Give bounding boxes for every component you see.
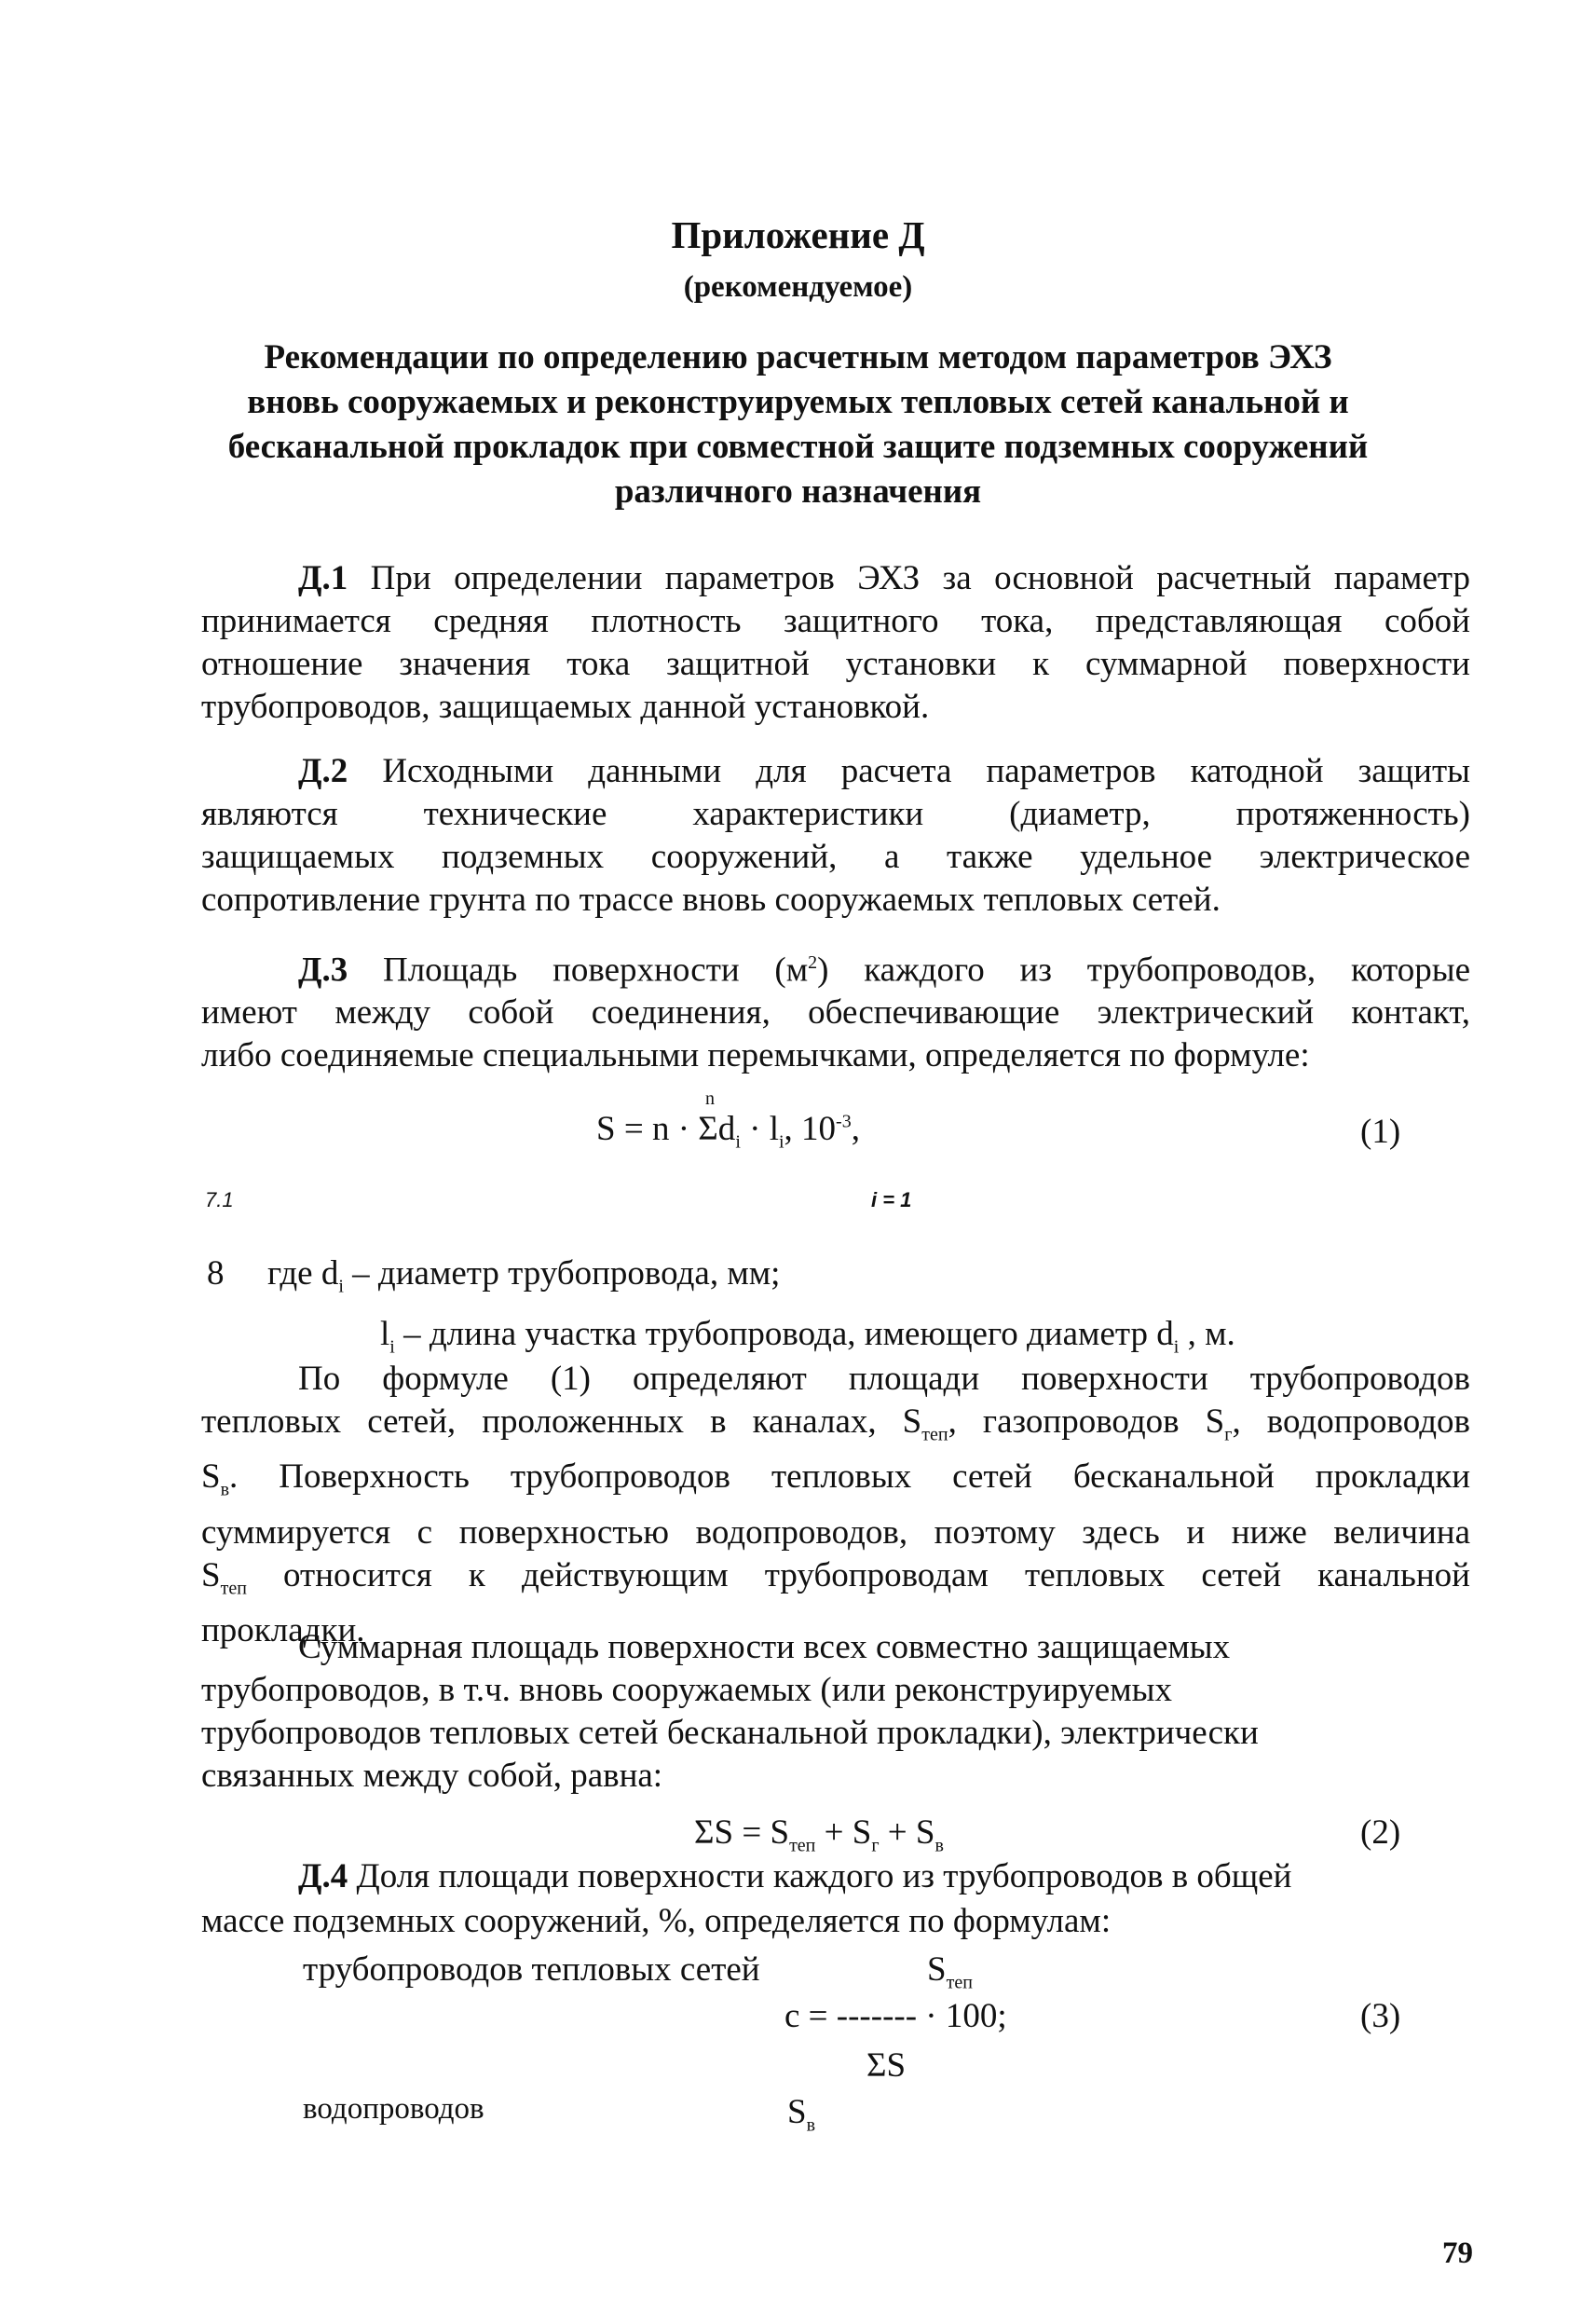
formula-1-exponent: -3 (836, 1111, 852, 1132)
d4-formula: c = ------- · 100; (784, 1997, 1007, 2035)
summary-line: трубопроводов, в т.ч. вновь сооружаемых (или реконструируемых (201, 1671, 1172, 1709)
formula-1-main: S = n · Σd (596, 1110, 736, 1148)
explanation-line: $S_в$. Поверхность трубопроводов тепловых сетей бесканальной прокладки (201, 1457, 1470, 1500)
where-marker: 8 (207, 1254, 225, 1293)
where-text: , м. (1179, 1315, 1235, 1353)
explanation-line: По формуле (1) определяют площади поверхности трубопроводов (298, 1360, 1470, 1398)
title-line: различного назначения (614, 472, 982, 511)
formula-2: $\Sigma S = S_{теп} + S_г + S_в$ (694, 1813, 944, 1856)
d3-line: либо соединяемые специальными перемычками, определяется по формуле: (201, 1036, 1310, 1075)
d3-line: Площадь поверхности (м (383, 951, 809, 990)
where-sub: i (1173, 1336, 1180, 1358)
formula-explanation (201, 1358, 1470, 1652)
formula-1-mid2: , 10 (784, 1110, 837, 1148)
d4-heat-label: трубопроводов тепловых сетей (303, 1950, 760, 1989)
where-line-2 (380, 1314, 1235, 1358)
where-line-1 (267, 1253, 780, 1297)
title-line: бесканальной прокладок при совместной защите подземных сооружений (227, 428, 1369, 466)
formula-1-tail: , (851, 1110, 860, 1148)
d4-number: Д.4 (298, 1857, 348, 1895)
d2-paragraph (201, 750, 1470, 922)
d4-line-1: Д.4 Доля площади поверхности каждого из трубопроводов в общей (298, 1857, 1292, 1895)
formula-1-mid: · l (740, 1110, 779, 1148)
d3-number: Д.3 (298, 951, 348, 990)
page-number: 79 (1442, 2237, 1473, 2270)
document-title (0, 335, 1596, 514)
formula-1-lower-limit: i = 1 (871, 1188, 912, 1211)
where-text: где d (267, 1254, 339, 1293)
explanation-line: суммируется с поверхностью водопроводов, поэтому здесь и ниже величина (201, 1512, 1470, 1552)
where-sub: i (389, 1336, 395, 1358)
title-line: Рекомендации по определению расчетным методом параметров ЭХЗ (264, 338, 1332, 376)
d2-line: сопротивление грунта по трассе вновь сооружаемых тепловых сетей. (201, 881, 1221, 919)
d2-number: Д.2 (298, 752, 348, 790)
summary-paragraph (201, 1626, 1470, 1798)
d4-water-s: $S_в$ (787, 2093, 816, 2136)
appendix-status: (рекомендуемое) (683, 270, 913, 304)
d4-line-2: массе подземных сооружений, %, определяется по формулам: (201, 1902, 1112, 1940)
explanation-line: $S_{теп}$ относится к действующим трубопроводам тепловых сетей канальной (201, 1555, 1470, 1599)
d3-paragraph (201, 941, 1470, 1077)
title-line: вновь сооружаемых и реконструируемых тепловых сетей канальной и (247, 383, 1349, 421)
d1-line: При определении параметров ЭХЗ за основной расчетный параметр (370, 559, 1471, 597)
explanation-line: тепловых сетей, проложенных в каналах, $S_{теп}$, газопроводов $S_г$, водопроводов (201, 1402, 1470, 1445)
summary-line: Суммарная площадь поверхности всех совместно защищаемых (298, 1628, 1231, 1666)
d1-line: трубопроводов, защищаемых данной установкой. (201, 688, 930, 726)
formula-1-sub: i (778, 1131, 784, 1153)
d4-water-label: водопроводов (303, 2092, 484, 2126)
d4-formula-number: (3) (1360, 1997, 1401, 2035)
formula-1-left-mark: 7.1 (205, 1188, 234, 1211)
d1-number: Д.1 (298, 559, 348, 597)
d2-line: Исходными данными для расчета параметров катодной защиты (382, 752, 1470, 790)
formula-2-number: (2) (1360, 1813, 1401, 1852)
d2-line: защищаемых подземных сооружений, а также удельное электрическое (201, 838, 1470, 876)
where-text: – диаметр трубопровода, мм; (343, 1254, 781, 1293)
formula-1-upper-limit: n (705, 1088, 715, 1109)
d3-line: имеют между собой соединения, обеспечивающие электрический контакт, (201, 993, 1470, 1033)
d3-superscript: 2 (808, 952, 818, 973)
d4-numerator: $S_{теп}$ (927, 1950, 973, 1993)
d1-line: отношение значения тока защитной установки к суммарной поверхности (201, 645, 1470, 683)
d4-denominator: ΣS (866, 2046, 907, 2085)
d1-line: принимается средняя плотность защитного тока, представляющая собой (201, 602, 1470, 640)
formula-1-number: (1) (1360, 1113, 1401, 1151)
formula-1-sub: i (735, 1131, 741, 1153)
explanation-line: прокладки. (201, 1611, 365, 1650)
where-sub: i (338, 1276, 344, 1297)
formula-1 (596, 1109, 860, 1153)
d3-line: ) каждого из трубопроводов, которые (817, 951, 1471, 990)
where-text: l (380, 1315, 390, 1353)
d1-paragraph (201, 557, 1470, 729)
summary-line: трубопроводов тепловых сетей бесканальной прокладки), электрически (201, 1714, 1259, 1752)
summary-line: связанных между собой, равна: (201, 1757, 663, 1795)
appendix-title: Приложение Д (671, 213, 925, 256)
where-text: – длина участка трубопровода, имеющего диаметр d (394, 1315, 1174, 1353)
d2-line: являются технические характеристики (диаметр, протяженность) (201, 795, 1470, 833)
